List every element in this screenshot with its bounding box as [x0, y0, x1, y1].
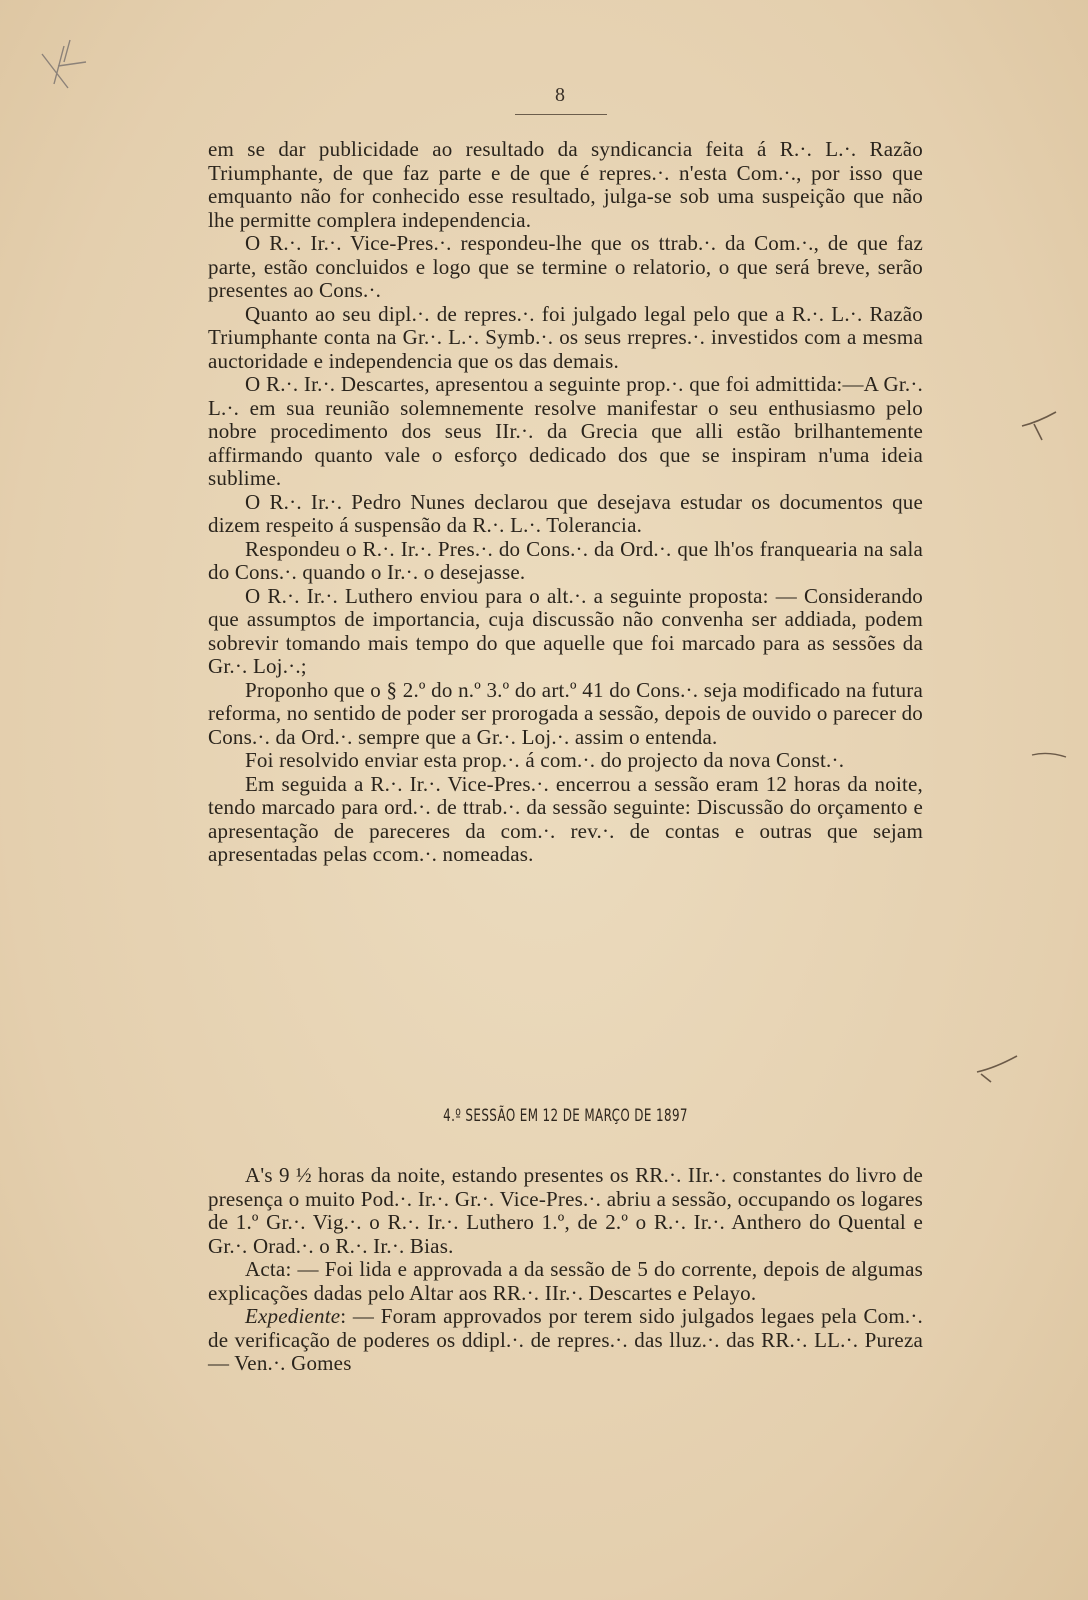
paragraph: Acta: — Foi lida e approvada a da sessão de 5 do corrente, depois de algumas explicações dadas pelo Altar aos RR.·. IIr.·. Descartes e Pelayo.: [208, 1257, 923, 1305]
page-number-rule: [515, 114, 607, 115]
expediente-label: Expediente: [245, 1304, 341, 1328]
margin-mark-icon: [975, 1046, 1021, 1086]
paragraph: Proponho que o § 2.º do n.º 3.º do art.º 41 do Cons.·. seja modificado na futura reforma, no sentido de poder ser prorogada a sessão, depois de ouvido o parecer do Cons.·. da Ord.·. sempre que a Gr.·. Loj.·. assim o entenda.: [208, 677, 923, 749]
paragraph: O R.·. Ir.·. Vice-Pres.·. respondeu-lhe que os ttrab.·. da Com.·., de que faz parte, estão concluidos e logo que se termine o relatorio, o que será breve, serão presentes ao Cons.·.: [208, 231, 923, 302]
paragraph: Foi resolvido enviar esta prop.·. á com.·. do projecto da nova Const.·.: [245, 748, 845, 772]
paragraph: Em seguida a R.·. Ir.·. Vice-Pres.·. encerrou a sessão eram 12 horas da noite, tendo marcado para ord.·. de ttrab.·. da sessão seguinte: Discussão do orçamento e apresentação de pareceres da com.·. rev.·. de contas e outras que sejam apresentadas pelas ccom.·. nomeadas.: [208, 771, 923, 866]
margin-mark-icon: [1020, 402, 1060, 442]
paragraph: O R.·. Ir.·. Pedro Nunes declarou que desejava estudar os documentos que dizem respeito á suspensão da R.·. L.·. Tolerancia.: [208, 489, 923, 537]
margin-mark-icon: [1030, 745, 1070, 765]
paragraph: O R.·. Ir.·. Descartes, apresentou a seguinte prop.·. que foi admittida:—A Gr.·. L.·. em sua reunião solemnemente resolve manifestar o seu enthusiasmo pelo nobre procedimento dos seus IIr.·. da Grecia que alli estão brilhantemente affirmando quanto vale o esforço dedicado dos que se inspiram n'uma ideia sublime.: [208, 372, 923, 490]
paragraph: O R.·. Ir.·. Luthero enviou para o alt.·. a seguinte proposta: — Considerando que assumptos de importancia, cuja discussão não convenha ser addiada, podem sobrevir tomando mais tempo do que aquelle que foi marcado para as sessões da Gr.·. Loj.·.;: [208, 583, 923, 678]
section-heading: 4.º SESSÃO EM 12 DE MARÇO DE 1897: [443, 1106, 688, 1126]
page-number: 8: [555, 84, 565, 106]
pencil-mark-icon: [34, 36, 94, 96]
paragraph: Quanto ao seu dipl.·. de repres.·. foi julgado legal pelo que a R.·. L.·. Razão Triumphante conta na Gr.·. L.·. Symb.·. os seus rrepres.·. investidos com a mesma auctoridade e independencia que os das demais.: [208, 301, 923, 373]
text-block-top: [208, 138, 923, 867]
expediente-text: : — Foram approvados por terem sido julgados legaes pela Com.·. de verificação de poderes os ddipl.·. de repres.·. das lluz.·. das RR.·. LL.·. Pureza — Ven.·. Gomes: [208, 1304, 923, 1375]
paragraph: Respondeu o R.·. Ir.·. Pres.·. do Cons.·. da Ord.·. que lh'os franquearia na sala do Cons.·. quando o Ir.·. o desejasse.: [208, 536, 923, 584]
paragraph: A's 9 ½ horas da noite, estando presentes os RR.·. IIr.·. constantes do livro de presença o muito Pod.·. Ir.·. Gr.·. Vice-Pres.·. abriu a sessão, occupando os logares de 1.º Gr.·. Vig.·. o R.·. Ir.·. Luthero 1.º, de 2.º o R.·. Ir.·. Anthero do Quental e Gr.·. Orad.·. o R.·. Ir.·. Bias.: [208, 1163, 923, 1258]
text-block-bottom: [208, 1164, 923, 1376]
paragraph: [208, 1305, 923, 1376]
paragraph: em se dar publicidade ao resultado da syndicancia feita á R.·. L.·. Razão Triumphante, de que faz parte e de que é repres.·. n'esta Com.·., por isso que emquanto não for conhecido esse resultado, julga-se sob uma suspeição que não lhe permitte complera independencia.: [208, 137, 923, 232]
